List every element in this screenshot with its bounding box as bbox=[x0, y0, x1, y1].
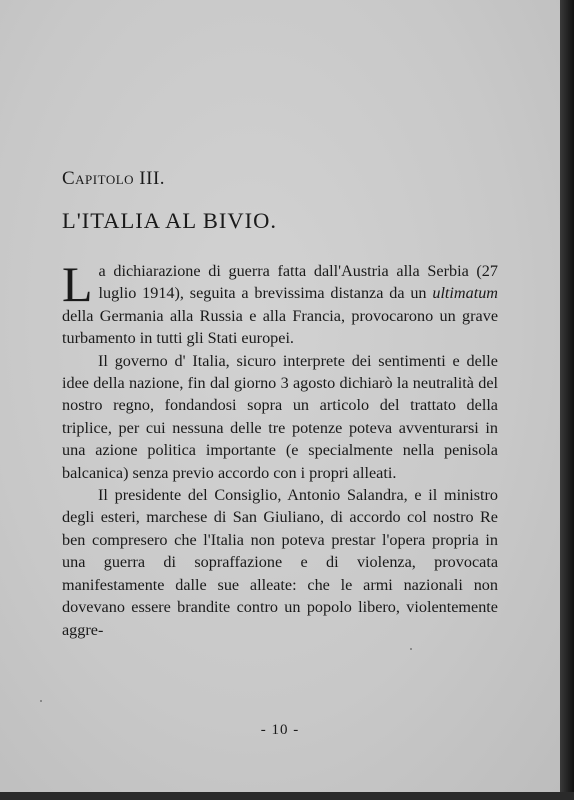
paper-speck bbox=[40, 700, 42, 702]
page-edge-shadow bbox=[560, 0, 574, 800]
paper-speck bbox=[410, 648, 412, 650]
page-edge-bottom bbox=[0, 792, 574, 800]
chapter-title: L'ITALIA AL BIVIO. bbox=[62, 208, 278, 233]
page-number: - 10 - bbox=[260, 722, 300, 738]
chapter-label: Capitolo III. bbox=[62, 168, 166, 189]
paragraph-1-italic: ultimatum bbox=[432, 284, 498, 303]
drop-cap: L bbox=[62, 256, 93, 312]
body-text bbox=[62, 256, 498, 641]
paragraph-1-text-a: a dichiarazione di guerra fatta dall'Austria alla Serbia (27 luglio 1914), seguita a brevissima distanza da un bbox=[98, 262, 498, 303]
paragraph-3: Il presidente del Consiglio, Antonio Salandra, e il ministro degli esteri, marchese di San Giuliano, di accordo col nostro Re ben compresero che l'Italia non poteva prestar l'opera propria in una guerra di sopraffazione e di violenza, provocata manifestamente dalle sue alleate: che le armi nazionali non dovevano essere brandite contro un popolo libero, violentemente aggre- bbox=[62, 486, 498, 639]
paragraph-1-text-b: della Germania alla Russia e alla Francia, provocarono un grave turbamento in tutti gli Stati europei. bbox=[62, 306, 498, 348]
paragraph-2: Il governo d' Italia, sicuro interprete dei sentimenti e delle idee della nazione, fin dal giorno 3 agosto dichiarò la neutralità del nostro regno, fondandosi sopra un articolo del trattato della triplice, per cui nessuna delle tre potenze poteva avventurarsi in una azione politica importante (e specialmente nella penisola balcanica) senza previo accordo con i propri alleati. bbox=[62, 351, 498, 482]
paragraph-1 bbox=[62, 256, 498, 350]
